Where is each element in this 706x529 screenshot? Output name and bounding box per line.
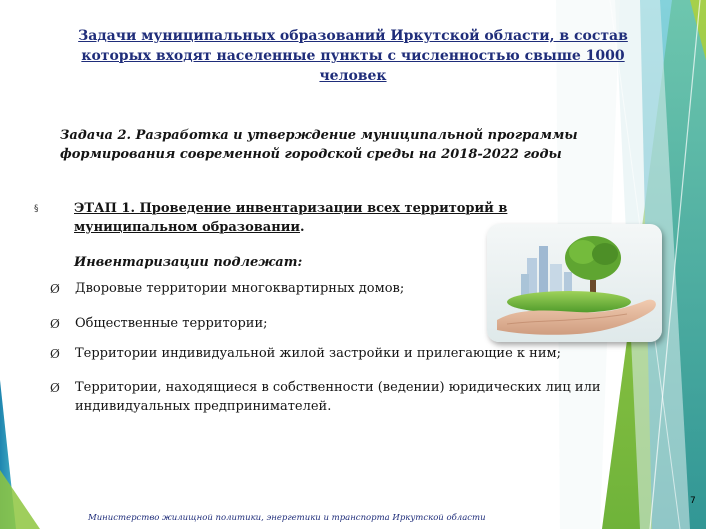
- stage-heading: [74, 199, 554, 237]
- list-item: [50, 379, 665, 416]
- list-item: [50, 280, 495, 299]
- page-number: 7: [690, 496, 696, 506]
- list-item-text: Территории индивидуальной жилой застройки и прилегающие к ним;: [75, 346, 561, 361]
- slide-title: Задачи муниципальных образований Иркутской области, в состав которых входят населенные пункты с численностью свыше 1000 человек: [78, 28, 628, 84]
- list-item-text: Территории, находящиеся в собственности (ведении) юридических лиц или индивидуальных предпринимателей.: [75, 380, 601, 414]
- stage-text: Проведение инвентаризации всех территорий в муниципальном образовании: [74, 201, 508, 235]
- footer-ministry: Министерство жилищной политики, энергетики и транспорта Иркутской области: [88, 513, 486, 523]
- arrow-bullet-icon: Ø: [50, 347, 60, 361]
- arrow-bullet-icon: Ø: [50, 282, 60, 296]
- list-item-text: Дворовые территории многоквартирных домов;: [75, 281, 405, 296]
- stage-end: .: [300, 220, 305, 235]
- list-item-text: Общественные территории;: [75, 316, 268, 331]
- task-description: Задача 2. Разработка и утверждение муниципальной программы формирования современной городской среды на 2018-2022 годы: [60, 128, 578, 162]
- arrow-bullet-icon: Ø: [50, 317, 60, 331]
- stage-separator: .: [130, 201, 140, 216]
- inventory-subject-heading: Инвентаризации подлежат:: [74, 255, 303, 270]
- stage-label: ЭТАП 1: [74, 201, 131, 216]
- city-in-hand-icon: [487, 224, 662, 342]
- arrow-bullet-icon: Ø: [50, 381, 60, 395]
- section-bullet-icon: §: [34, 204, 39, 214]
- list-item: [50, 345, 655, 364]
- list-item: [50, 315, 495, 334]
